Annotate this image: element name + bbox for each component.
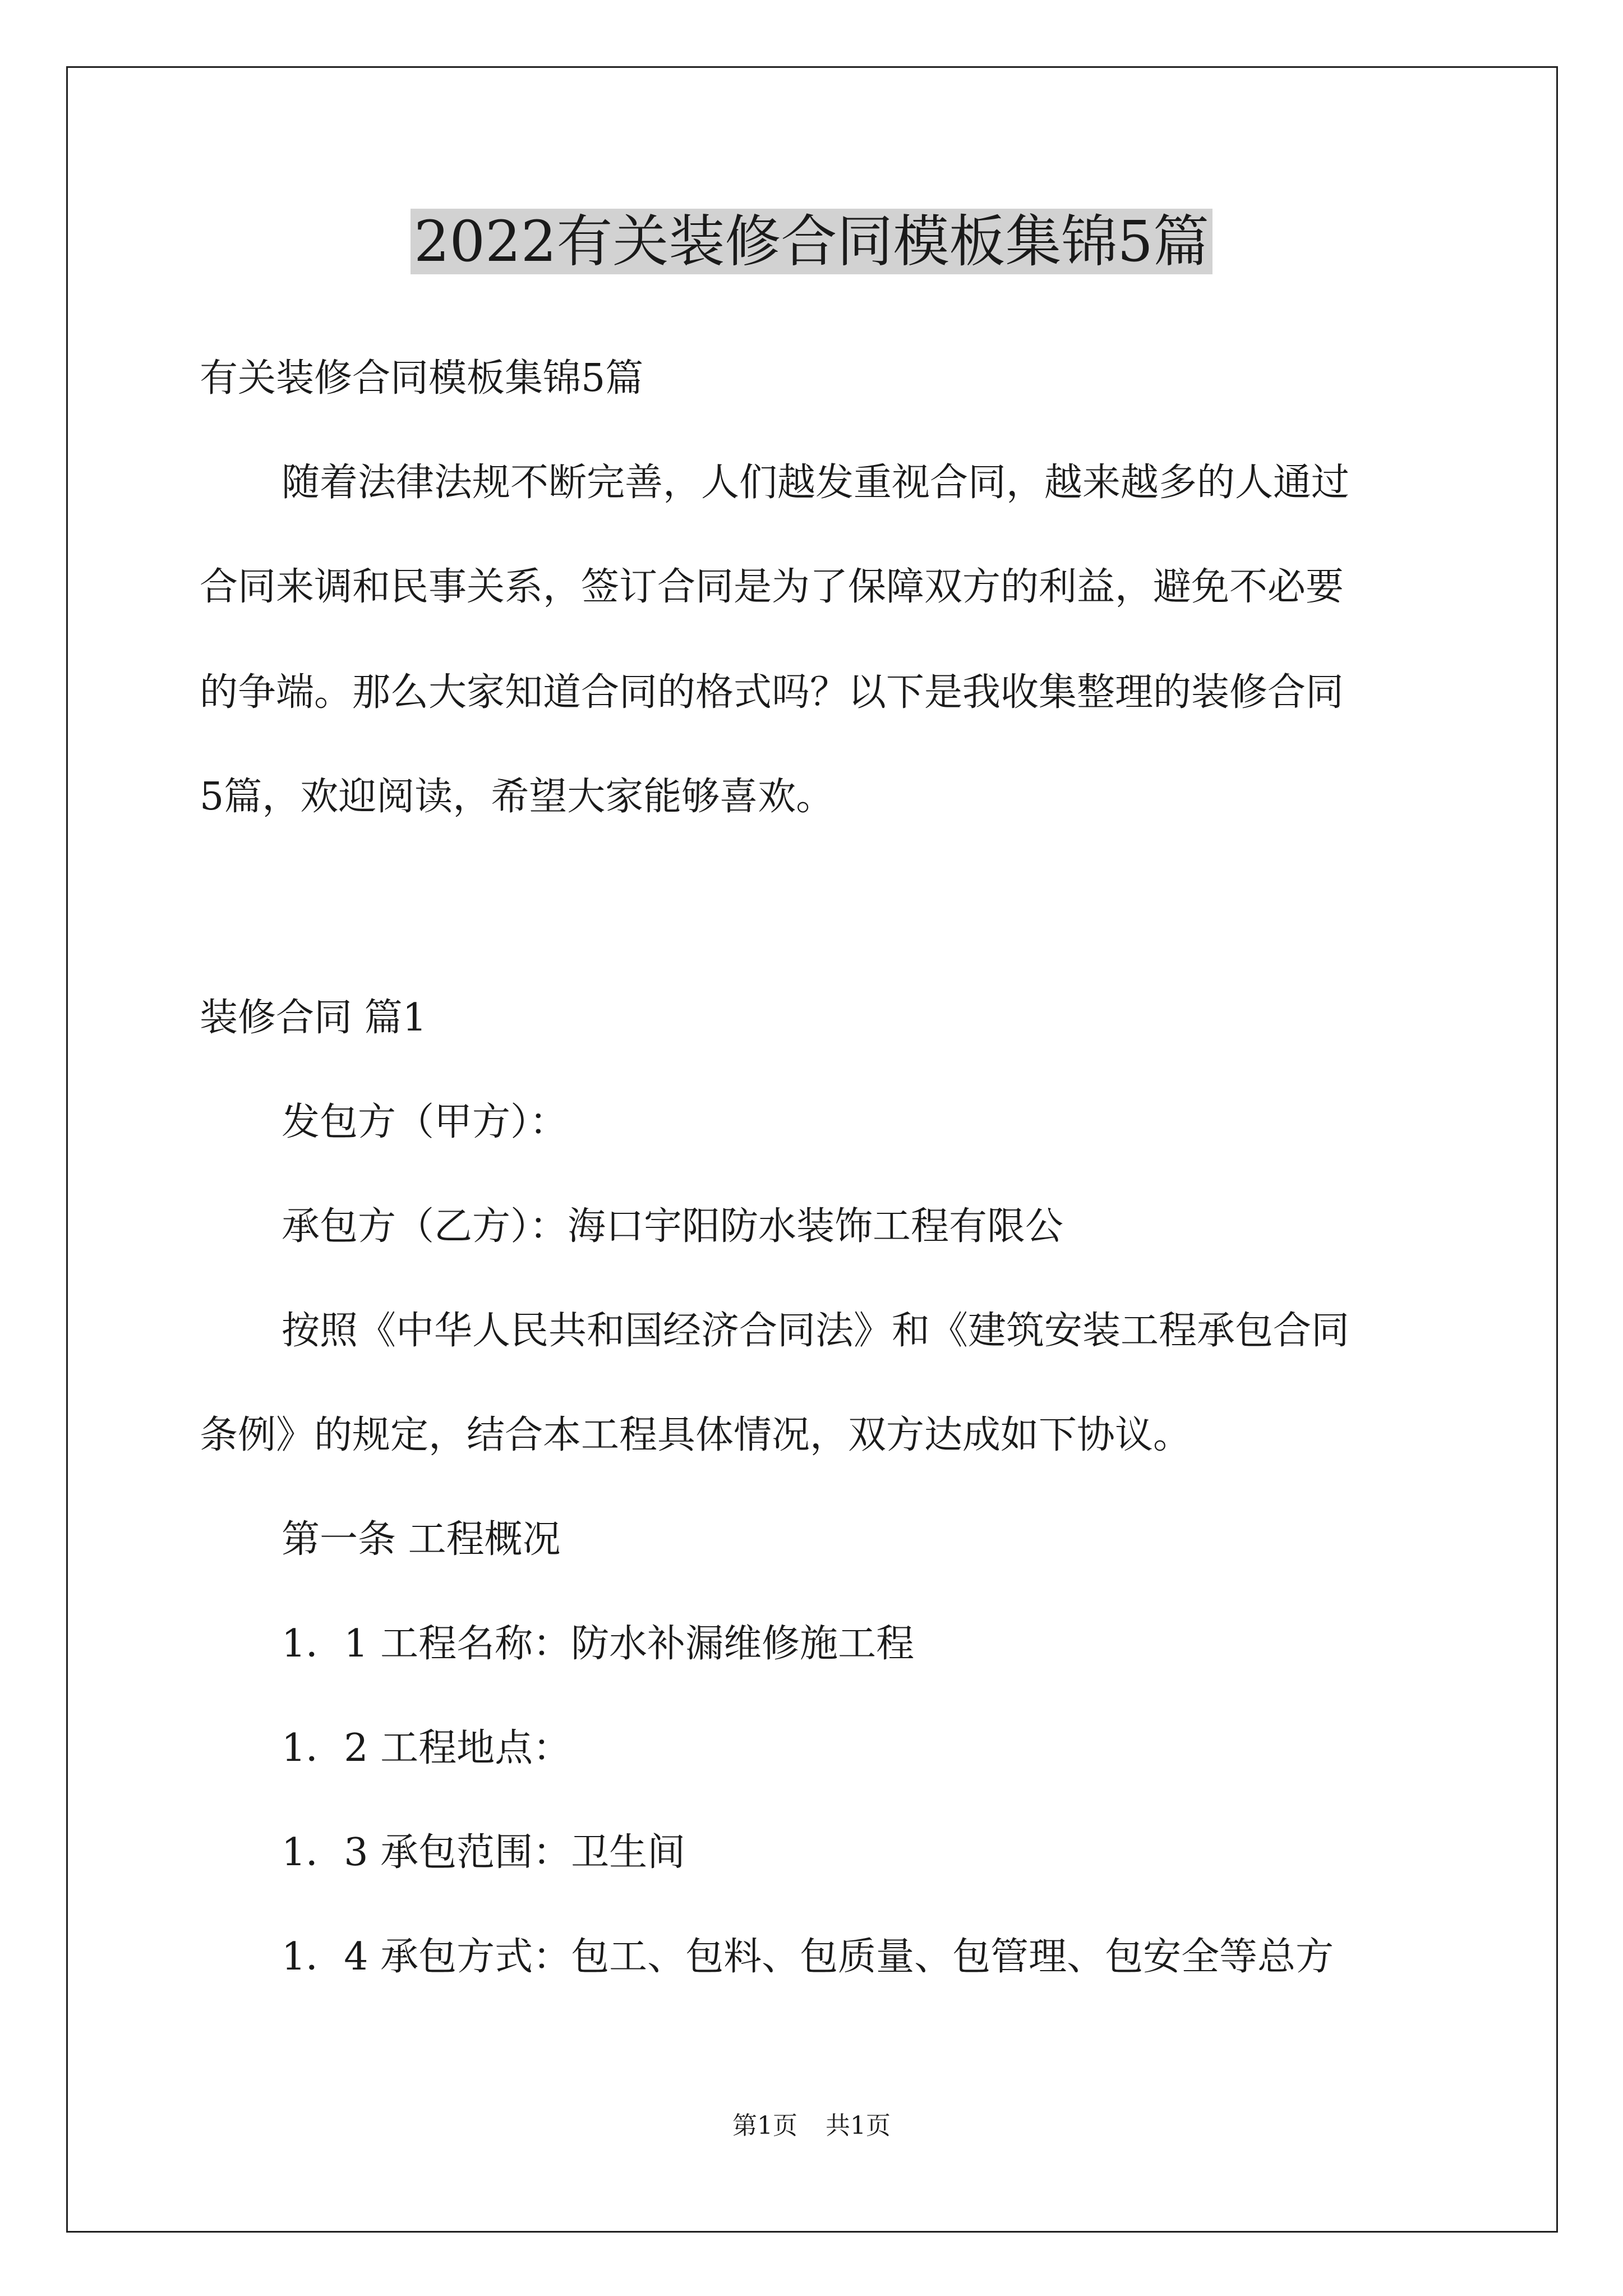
article-1-heading: 第一条 工程概况 <box>282 1517 561 1562</box>
document-title-text: 2022有关装修合同模板集锦5篇 <box>411 209 1212 274</box>
clause-1-2: 1．2 工程地点： <box>282 1726 571 1770</box>
page-count: 共1页 <box>826 2111 891 2140</box>
basis-line-1: 按照《中华人民共和国经济合同法》和《建筑安装工程承包合同 <box>282 1309 1350 1353</box>
intro-line-1: 随着法律法规不断完善，人们越发重视合同，越来越多的人通过 <box>282 461 1350 505</box>
intro-line-4: 5篇，欢迎阅读，希望大家能够喜欢。 <box>200 775 834 819</box>
document-title <box>0 200 1623 284</box>
page-number: 第1页 <box>732 2111 797 2140</box>
section-heading: 装修合同 篇1 <box>200 996 427 1040</box>
clause-1-3: 1．3 承包范围：卫生间 <box>282 1830 686 1875</box>
party-b-line: 承包方（乙方）：海口宇阳防水装饰工程有限公 <box>282 1204 1064 1249</box>
basis-line-2: 条例》的规定，结合本工程具体情况，双方达成如下协议。 <box>200 1413 1192 1457</box>
clause-1-1: 1．1 工程名称：防水补漏维修施工程 <box>282 1622 915 1666</box>
document-subtitle: 有关装修合同模板集锦5篇 <box>200 356 644 401</box>
party-a-line: 发包方（甲方）： <box>282 1100 568 1144</box>
intro-line-3: 的争端。那么大家知道合同的格式吗？以下是我收集整理的装修合同 <box>200 670 1344 715</box>
page-footer <box>0 2109 1623 2143</box>
clause-1-4: 1．4 承包方式：包工、包料、包质量、包管理、包安全等总方 <box>282 1935 1334 1979</box>
intro-line-2: 合同来调和民事关系，签订合同是为了保障双方的利益，避免不必要 <box>200 565 1344 609</box>
